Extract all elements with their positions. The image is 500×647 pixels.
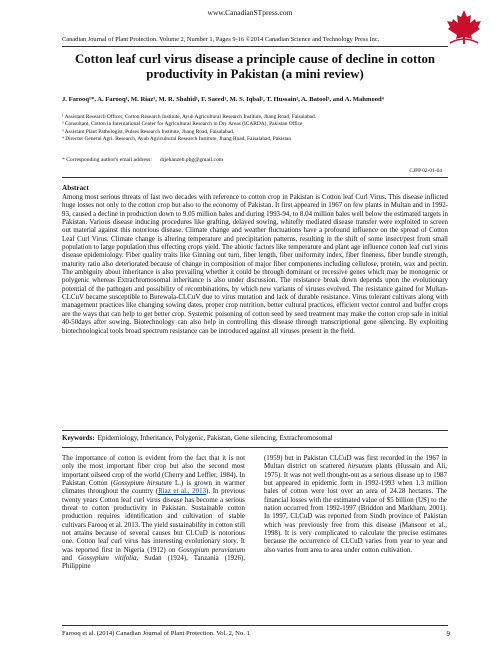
correspondence-email[interactable]: drjehanzeb.pbg@gmail.com	[159, 157, 224, 163]
correspondence-label: * Corresponding author's email address:	[62, 157, 152, 163]
body-column-left: The importance of cotton is evident from the fact that it is not only the most important fiber crop but also the second most important oilseed crop of the world (Cherry and Leffler, 1984). In Pakistan Cotton (Gossypium hirsutum L.) is grown in warmer climates throughout the country (Riaz et al., 2013). In previous twenty years Cotton leaf curl virus disease has become a serious threat to cotton productivity in Pakistan. Sustainable cotton production requires identification and cultivation of stable cultivars Farooq et al. 2013. The yield sustainability in cotton still not attains because of several causes but CLCuD is notorious one. Cotton leaf curl virus has interesting evolutionary story. It was reported first in Nigeria (1912) on Gossypium peruvianum and Gossypium vitifolia, Sudan (1924), Tanzania (1926), Philippine	[62, 454, 246, 571]
species-name: Gossypium peruvianum	[178, 545, 245, 554]
header-rule	[62, 46, 448, 47]
affiliation-item: ³ Assistant Plant Pathologist, Pulses Research Institute, Jhang Road, Faisalabad.	[62, 128, 235, 135]
affiliation-item: ² Consultant, Cotton in International Center for Agricultural Research in Dry Areas (ICARDA), Pakistan Office	[62, 121, 303, 128]
keywords-label: Keywords:	[62, 434, 95, 442]
abstract-heading: Abstract	[62, 184, 89, 192]
body-column-right: (1959) but in Pakistan CLCuD was first recorded in the 1967 in Multan district on scattered hirsutum plants (Hussain and Ali, 1975). It was not well thought-out as a serious disease up to 1987 but appeared in epidemic form in 1992-1993 when 1.3 million bales of cotton were lost over an area of 24.28 hectares. The financial losses with the estimated value of $5 billion (US) to the nation occurred from 1992-1997 (Briddon and Markham, 2001). In 1997, CLCuD was reported from Sindh province of Pakistan which was previously free from this disease (Mansoor et al., 1998). It is very complicated to calculate the precise estimates because the occurrence of CLCuD varies from year to year and also varies from area to area under cotton cultivation.	[264, 454, 447, 554]
species-name: Gossypium hirsutum	[113, 479, 172, 488]
keywords-text: Epidemiology, Inheritance, Polygenic, Pakistan, Gene silencing, Extrachromosomal	[97, 434, 333, 442]
author-list: J. Farooq¹*, A. Farooq¹, M. Riaz¹, M. R. Shahid¹, F. Saeed¹, M. S. Iqbal¹, T. Hussain², A. Batool³, and A. Mahmood⁴	[62, 96, 384, 103]
affiliation-list	[62, 114, 448, 144]
affiliation-item: ¹ Assistant Research Officer, Cotton Research Institute, Ayub Agricultural Research Institute, Jhang Road, Faisalabad.	[62, 114, 317, 120]
journal-citation-line: Canadian Journal of Plant Protection. Volume 2, Number 1, Pages 9-16 ©2014 Canadian Science and Technology Press Inc.	[62, 36, 380, 43]
paper-code: CJPP 02-01-04	[409, 168, 442, 174]
keywords-bottom-rule	[62, 447, 448, 448]
abstract-text: Among most serious threats of last two decades with reference to cotton crop in Pakistan is Cotton leaf Curl Virus. This disease inflicted huge losses not only to the cotton crop but also to the economy of Pakistan. It first appeared in 1967 on few plants in Multan and in 1992-93, caused a decline in production down to 9.05 million bales and during 1993-94, to 8.04 million bales well below the estimated targets in Pakistan. Various disease inducing procedures like grafting, delayed sowing, whitefly mediated disease transfer were exploited to screen out material against this notorious disease. Climate change and weather fluctuations have a profound influence on the spread of Cotton Leaf Curl Virus. Climate change is altering temperature and precipitation patterns, resulting in the shift of some insect/pest from small population to large population thus effecting crops yield. The abiotic factors like temperature and plant age influence cotton leaf curl virus disease epidemiology. Fiber quality traits like Ginning out turn, fiber length, fiber uniformity index, fiber fineness, fiber bundle strength, maturity ratio also deteriorated because of change in composition of major fiber components including cellulose, protein, wax and pectin. The ambiguity about inheritance is also prevailing whether it could be through dominant or recessive genes which may be monogenic or polygenic whereas Extrachromosomal inheritance is also under discussion. The resistance break down depends upon the evolutionary potential of the pathogen and possibility of recombinations, by which new variants of viruses evolved. The resistance gained for Multan-CLCuV became susceptible to Burewala-CLCuV due to virus mutation and lack of durable resistance. Virus tolerant cultivars along with management practices like changing sowing dates, proper crop nutrition, better cultural practices, efficient vector control and buffer crops are the ways that can help to get better crop. Systemic poisoning of cotton seed by seed treatment may make the cotton crop safe in initial 40-50days after sowing. Biotechnology can also help in controlling this disease through transcriptional gene silencing. By exploiting biotechnological tools broad spectrum resistance can be introduced against all viruses present in the field.	[62, 193, 448, 335]
abstract-rule	[62, 177, 448, 178]
species-name: hirsutum	[347, 462, 373, 471]
article-title: Cotton leaf curl virus disease a principle cause of decline in cotton productivity in Pakistan (a mini review)	[74, 52, 436, 81]
site-url[interactable]: www.CanadianSTpress.com	[207, 8, 293, 17]
species-name: Gossypium vitifolia	[78, 554, 137, 563]
keywords-top-rule	[62, 430, 448, 431]
maple-leaf-icon	[444, 8, 484, 46]
citation-link[interactable]: Riaz et al., 2013	[158, 487, 207, 496]
affiliation-item: ⁴ Director General Agri. Research, Ayub Agricultural Research Institute, Jhang Road, Faisalabad, Pakistan	[62, 136, 292, 143]
correspondence-line	[62, 157, 223, 163]
footer-citation: Farooq et al. (2014) Canadian Journal of Plant Protection. Vol. 2, No. 1	[62, 630, 250, 637]
page-number: 9	[446, 630, 450, 638]
footer-rule	[62, 625, 448, 626]
keywords-line	[62, 434, 448, 442]
